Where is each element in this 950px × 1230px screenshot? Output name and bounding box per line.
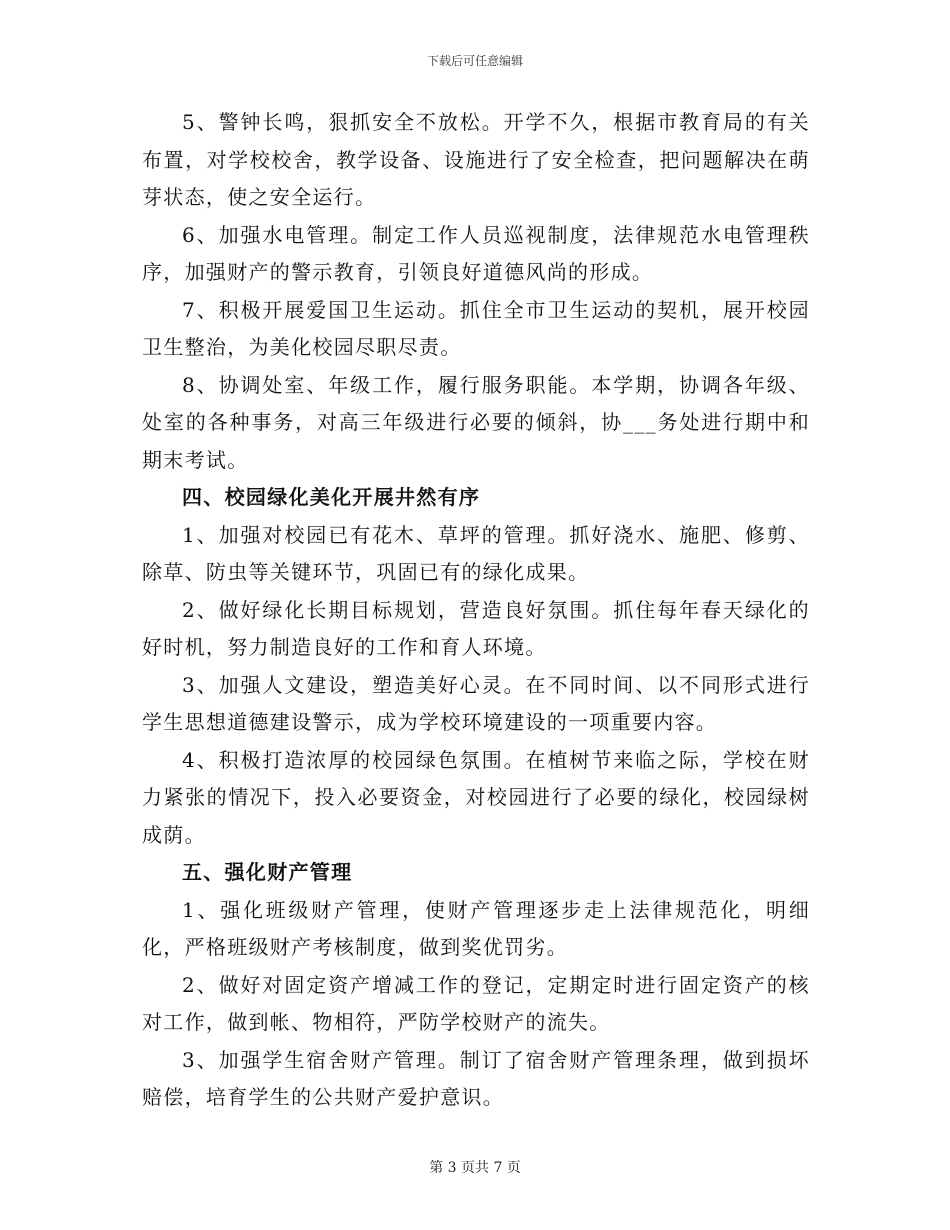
paragraph: 2、做好对固定资产增减工作的登记，定期定时进行固定资产的核对工作，做到帐、物相符，严防学校财产的流失。 — [142, 972, 810, 1034]
document-body — [142, 104, 810, 1117]
paragraph: 2、做好绿化长期目标规划，营造良好氛围。抓住每年春天绿化的好时机，努力制造良好的工作和育人环境。 — [142, 597, 810, 659]
paragraph: 5、警钟长鸣，狠抓安全不放松。开学不久，根据市教育局的有关布置，对学校校舍，教学设备、设施进行了安全检查，把问题解决在萌芽状态，使之安全运行。 — [142, 110, 810, 209]
paragraph: 1、强化班级财产管理，使财产管理逐步走上法律规范化，明细化，严格班级财产考核制度，做到奖优罚劣。 — [142, 897, 810, 959]
section-heading: 五、强化财产管理 — [182, 860, 353, 884]
page-header-note: 下载后可任意编辑 — [426, 54, 523, 68]
page-number: 第 3 页共 7 页 — [429, 1160, 521, 1176]
paragraph: 3、加强人文建设，塑造美好心灵。在不同时间、以不同形式进行学生思想道德建设警示，成为学校环境建设的一项重要内容。 — [142, 672, 810, 734]
paragraph: 1、加强对校园已有花木、草坪的管理。抓好浇水、施肥、修剪、除草、防虫等关键环节，巩固已有的绿化成果。 — [142, 522, 810, 584]
paragraph: 6、加强水电管理。制定工作人员巡视制度，法律规范水电管理秩序，加强财产的警示教育，引领良好道德风尚的形成。 — [142, 222, 810, 284]
paragraph: 3、加强学生宿舍财产管理。制订了宿舍财产管理条理，做到损坏赔偿，培育学生的公共财产爱护意识。 — [142, 1047, 810, 1109]
paragraph: 8、协调处室、年级工作，履行服务职能。本学期，协调各年级、处室的各种事务，对高三年级进行必要的倾斜，协___务处进行期中和期末考试。 — [142, 372, 810, 472]
paragraph: 7、积极开展爱国卫生运动。抓住全市卫生运动的契机，展开校园卫生整治，为美化校园尽职尽责。 — [142, 297, 810, 359]
section-heading: 四、校园绿化美化开展井然有序 — [182, 485, 481, 509]
paragraph: 4、积极打造浓厚的校园绿色氛围。在植树节来临之际，学校在财力紧张的情况下，投入必要资金，对校园进行了必要的绿化，校园绿树成荫。 — [142, 747, 810, 847]
